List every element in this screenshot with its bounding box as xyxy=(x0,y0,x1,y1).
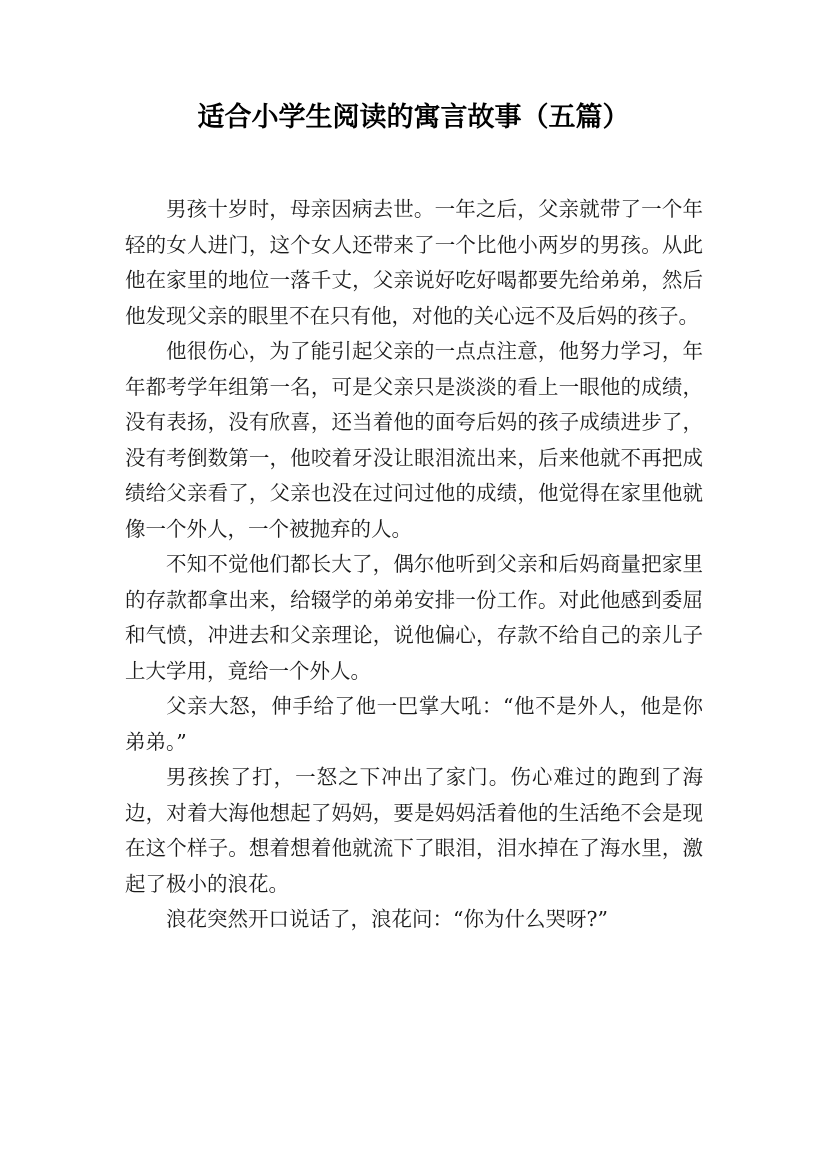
paragraph: 不知不觉他们都长大了，偶尔他听到父亲和后妈商量把家里的存款都拿出来，给辍学的弟弟安排一份工作。对此他感到委屈和气愤，冲进去和父亲理论，说他偏心，存款不给自己的亲儿子上大学用，竟给一个外人。 xyxy=(125,552,703,683)
document-body xyxy=(125,192,703,938)
paragraph: 父亲大怒，伸手给了他一巴掌大吼：“他不是外人，他是你弟弟。” xyxy=(125,694,703,754)
paragraph: 他很伤心，为了能引起父亲的一点点注意，他努力学习，年年都考学年组第一名，可是父亲只是淡淡的看上一眼他的成绩，没有表扬，没有欣喜，还当着他的面夸后妈的孩子成绩进步了，没有考倒数第一，他咬着牙没让眼泪流出来，后来他就不再把成绩给父亲看了，父亲也没在过问过他的成绩，他觉得在家里他就像一个外人，一个被抛弃的人。 xyxy=(125,339,703,541)
paragraph: 浪花突然开口说话了，浪花问：“你为什么哭呀?” xyxy=(166,907,608,931)
paragraph: 男孩挨了打，一怒之下冲出了家门。伤心难过的跑到了海边，对着大海他想起了妈妈，要是妈妈活着他的生活绝不会是现在这个样子。想着想着他就流下了眼泪，泪水掉在了海水里，激起了极小的浪花。 xyxy=(125,765,703,896)
paragraph: 男孩十岁时，母亲因病去世。一年之后，父亲就带了一个年轻的女人进门，这个女人还带来了一个比他小两岁的男孩。从此他在家里的地位一落千丈，父亲说好吃好喝都要先给弟弟，然后他发现父亲的眼里不在只有他，对他的关心远不及后妈的孩子。 xyxy=(125,197,703,328)
document-title: 适合小学生阅读的寓言故事（五篇） xyxy=(197,102,630,133)
